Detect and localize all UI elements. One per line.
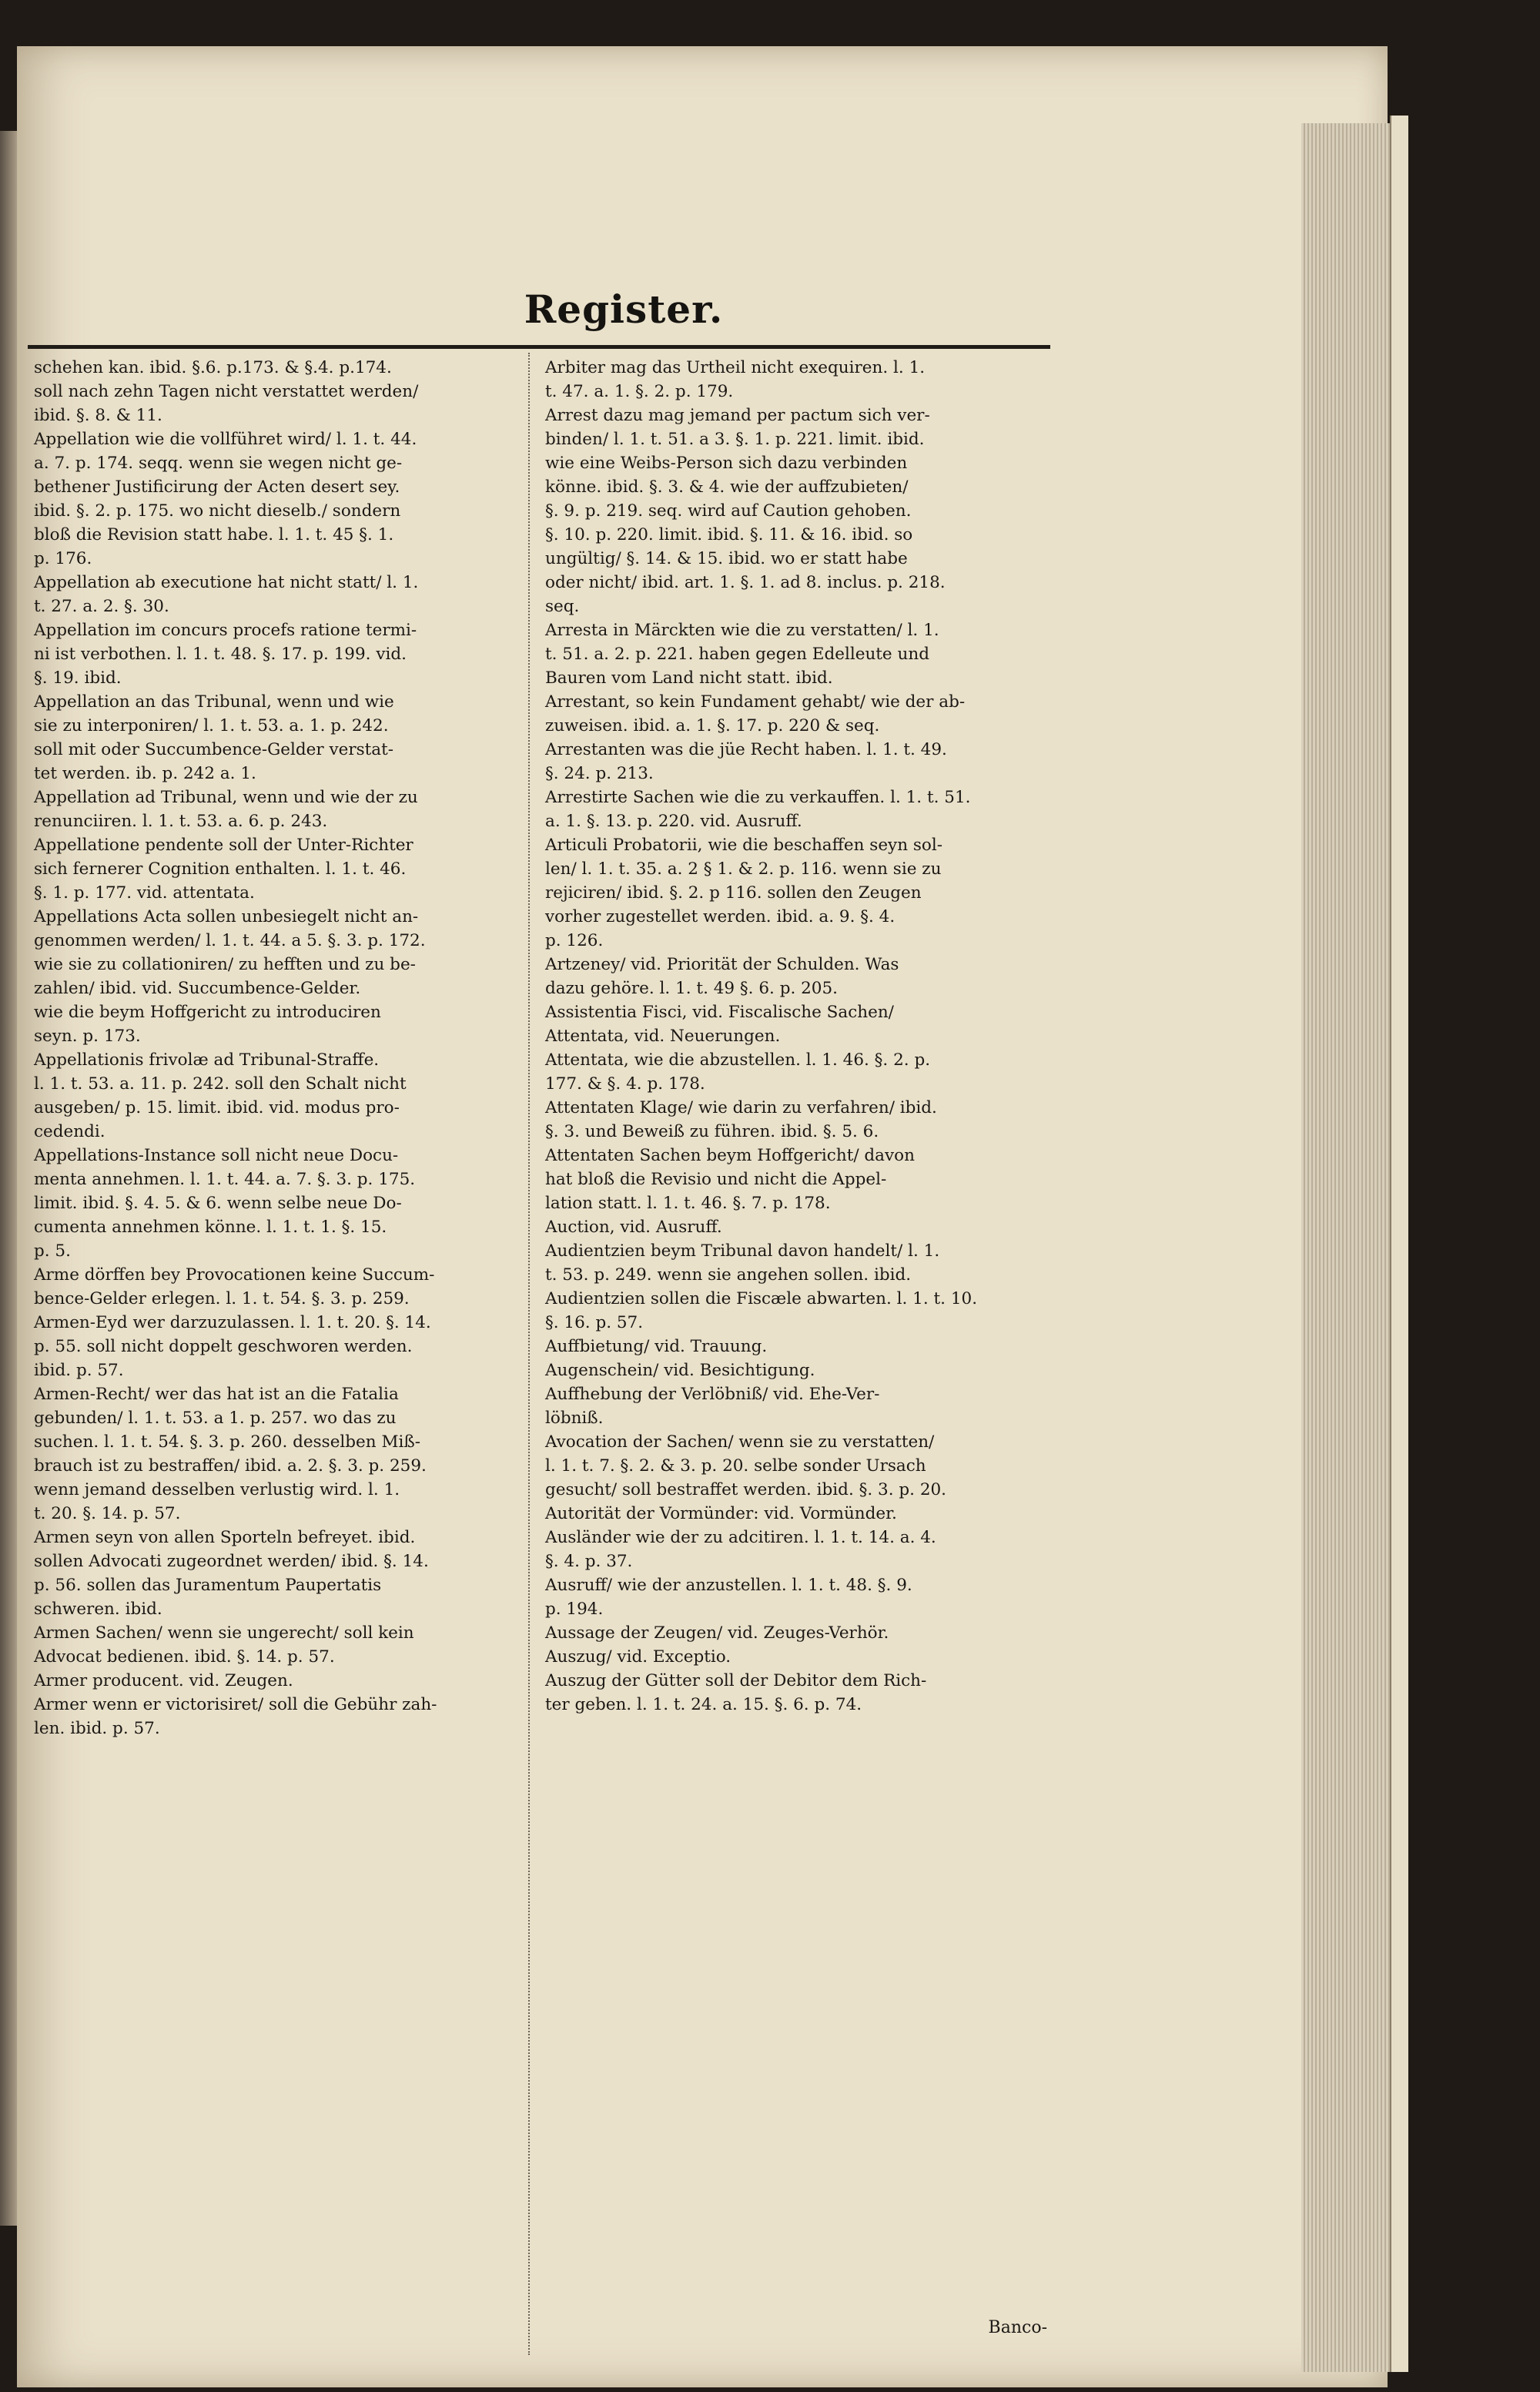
entry-line: Attentaten Sachen beym Hoffgericht/ davon xyxy=(545,1146,915,1165)
entry-line: Arresta in Märckten wie die zu verstatten/ l. 1. xyxy=(545,621,939,640)
entry-line: Audientzien beym Tribunal davon handelt/ l. 1. xyxy=(545,1241,940,1261)
entry-line: löbniß. xyxy=(545,1409,604,1428)
index-entry xyxy=(545,738,1046,786)
entry-line: Auszug der Gütter soll der Debitor dem Rich- xyxy=(545,1671,927,1690)
index-entry xyxy=(545,833,1046,953)
entry-line: Auffhebung der Verlöbniß/ vid. Ehe-Ver- xyxy=(545,1385,880,1404)
index-entry xyxy=(545,1096,1046,1144)
index-entry xyxy=(34,1263,519,1311)
index-entry xyxy=(34,571,519,618)
index-entry xyxy=(545,1502,1046,1526)
entry-line: Armer producent. vid. Zeugen. xyxy=(34,1671,293,1690)
index-entry xyxy=(545,786,1046,833)
entry-line: gesucht/ soll bestraffet werden. ibid. §. 3. p. 20. xyxy=(545,1480,947,1499)
entry-line: Arbiter mag das Urtheil nicht exequiren. l. 1. xyxy=(545,358,926,377)
index-entry xyxy=(545,1358,1046,1382)
index-entry xyxy=(545,1144,1046,1215)
entry-line: Arrestanten was die jüe Recht haben. l. 1. t. 49. xyxy=(545,740,947,759)
entry-line: §. 19. ibid. xyxy=(34,668,122,688)
entry-line: lation statt. l. 1. t. 46. §. 7. p. 178. xyxy=(545,1194,831,1213)
entry-line: bloß die Revision statt habe. l. 1. t. 45 §. 1. xyxy=(34,525,394,544)
left-column xyxy=(34,356,519,1740)
entry-line: dazu gehöre. l. 1. t. 49 §. 6. p. 205. xyxy=(545,979,838,998)
index-entry xyxy=(545,1621,1046,1645)
index-entry xyxy=(545,1382,1046,1430)
entry-line: p. 55. soll nicht doppelt geschworen werden. xyxy=(34,1337,413,1356)
entry-line: Avocation der Sachen/ wenn sie zu verstatten/ xyxy=(545,1432,935,1452)
entry-line: §. 10. p. 220. limit. ibid. §. 11. & 16. ibid. so xyxy=(545,525,913,544)
index-entry xyxy=(34,905,519,1048)
entry-line: renunciiren. l. 1. t. 53. a. 6. p. 243. xyxy=(34,812,328,831)
entry-line: t. 27. a. 2. §. 30. xyxy=(34,597,169,616)
entry-line: Appellation an das Tribunal, wenn und wie xyxy=(34,692,394,712)
entry-line: schweren. ibid. xyxy=(34,1600,162,1619)
entry-line: Appellation wie die vollführet wird/ l. 1. t. 44. xyxy=(34,430,417,449)
index-entry xyxy=(545,1526,1046,1573)
entry-line: genommen werden/ l. 1. t. 44. a 5. §. 3. p. 172. xyxy=(34,931,426,950)
index-entry xyxy=(34,1621,519,1669)
entry-line: Appellations-Instance soll nicht neue Docu- xyxy=(34,1146,399,1165)
index-entry xyxy=(545,1669,1046,1717)
index-entry xyxy=(34,356,519,427)
entry-line: cumenta annehmen könne. l. 1. t. 1. §. 15. xyxy=(34,1218,387,1237)
entry-line: Auffbietung/ vid. Trauung. xyxy=(545,1337,768,1356)
entry-line: t. 47. a. 1. §. 2. p. 179. xyxy=(545,382,734,401)
entry-line: §. 4. p. 37. xyxy=(545,1552,633,1571)
entry-line: p. 194. xyxy=(545,1600,604,1619)
entry-line: Aussage der Zeugen/ vid. Zeuges-Verhör. xyxy=(545,1623,889,1643)
entry-line: sie zu interponiren/ l. 1. t. 53. a. 1. p. 242. xyxy=(34,716,389,735)
entry-line: gebunden/ l. 1. t. 53. a 1. p. 257. wo das zu xyxy=(34,1409,397,1428)
running-head: Register. xyxy=(524,286,724,332)
index-entry xyxy=(545,1239,1046,1287)
entry-line: ibid. §. 8. & 11. xyxy=(34,406,162,425)
entry-line: Arme dörffen bey Provocationen keine Succum- xyxy=(34,1265,435,1285)
entry-line: ibid. p. 57. xyxy=(34,1361,124,1380)
entry-line: cedendi. xyxy=(34,1122,105,1141)
index-entry xyxy=(34,786,519,833)
entry-line: ungültig/ §. 14. & 15. ibid. wo er statt habe xyxy=(545,549,908,568)
entry-line: §. 1. p. 177. vid. attentata. xyxy=(34,883,255,903)
column-divider xyxy=(528,353,530,2355)
index-entry xyxy=(545,953,1046,1000)
entry-line: Armen-Recht/ wer das hat ist an die Fatalia xyxy=(34,1385,399,1404)
index-entry xyxy=(34,1382,519,1526)
entry-line: Armen seyn von allen Sporteln befreyet. ibid. xyxy=(34,1528,416,1547)
entry-line: rejiciren/ ibid. §. 2. p 116. sollen den Zeugen xyxy=(545,883,922,903)
index-entry xyxy=(545,404,1046,618)
index-entry xyxy=(545,1000,1046,1024)
index-entry xyxy=(34,690,519,786)
entry-line: seq. xyxy=(545,597,580,616)
entry-line: t. 20. §. 14. p. 57. xyxy=(34,1504,181,1523)
index-entry xyxy=(34,833,519,905)
entry-line: bethener Justificirung der Acten desert sey. xyxy=(34,477,400,497)
entry-line: Articuli Probatorii, wie die beschaffen seyn sol- xyxy=(545,836,942,855)
entry-line: tet werden. ib. p. 242 a. 1. xyxy=(34,764,256,783)
entry-line: Ausruff/ wie der anzustellen. l. 1. t. 48. §. 9. xyxy=(545,1576,912,1595)
entry-line: Attentaten Klage/ wie darin zu verfahren/ ibid. xyxy=(545,1098,937,1117)
index-entry xyxy=(545,1645,1046,1669)
page-stack-edge xyxy=(1301,123,1394,2372)
entry-line: vorher zugestellet werden. ibid. a. 9. §. 4. xyxy=(545,907,896,926)
entry-line: zuweisen. ibid. a. 1. §. 17. p. 220 & seq. xyxy=(545,716,880,735)
index-entry xyxy=(34,1669,519,1693)
entry-line: ni ist verbothen. l. 1. t. 48. §. 17. p. 199. vid. xyxy=(34,645,407,664)
index-entry xyxy=(34,1693,519,1740)
index-entry xyxy=(545,1430,1046,1502)
entry-line: len/ l. 1. t. 35. a. 2 § 1. & 2. p. 116. wenn sie zu xyxy=(545,859,942,879)
entry-line: t. 51. a. 2. p. 221. haben gegen Edelleute und xyxy=(545,645,929,664)
entry-line: p. 5. xyxy=(34,1241,71,1261)
entry-line: könne. ibid. §. 3. & 4. wie der auffzubieten/ xyxy=(545,477,909,497)
entry-line: Bauren vom Land nicht statt. ibid. xyxy=(545,668,833,688)
entry-line: Armen Sachen/ wenn sie ungerecht/ soll kein xyxy=(34,1623,414,1643)
entry-line: p. 56. sollen das Juramentum Paupertatis xyxy=(34,1576,382,1595)
entry-line: bence-Gelder erlegen. l. 1. t. 54. §. 3. p. 259. xyxy=(34,1289,410,1308)
entry-line: Armen-Eyd wer darzuzulassen. l. 1. t. 20. §. 14. xyxy=(34,1313,431,1332)
entry-line: menta annehmen. l. 1. t. 44. a. 7. §. 3. p. 175. xyxy=(34,1170,416,1189)
catchword: Banco- xyxy=(988,2318,1047,2337)
index-entry xyxy=(34,1526,519,1621)
entry-line: l. 1. t. 53. a. 11. p. 242. soll den Schalt nicht xyxy=(34,1074,407,1094)
entry-line: suchen. l. 1. t. 54. §. 3. p. 260. desselben Miß- xyxy=(34,1432,420,1452)
entry-line: Appellation im concurs procefs ratione termi- xyxy=(34,621,417,640)
entry-line: hat bloß die Revisio und nicht die Appel- xyxy=(545,1170,887,1189)
entry-line: Augenschein/ vid. Besichtigung. xyxy=(545,1361,815,1380)
entry-line: soll nach zehn Tagen nicht verstattet werden/ xyxy=(34,382,419,401)
entry-line: t. 53. p. 249. wenn sie angehen sollen. ibid. xyxy=(545,1265,912,1285)
entry-line: Appellatione pendente soll der Unter-Richter xyxy=(34,836,413,855)
index-entry xyxy=(34,427,519,571)
entry-line: seyn. p. 173. xyxy=(34,1027,141,1046)
entry-line: 177. & §. 4. p. 178. xyxy=(545,1074,705,1094)
entry-line: wie eine Weibs-Person sich dazu verbinden xyxy=(545,454,908,473)
entry-line: Artzeney/ vid. Priorität der Schulden. Was xyxy=(545,955,899,974)
entry-line: l. 1. t. 7. §. 2. & 3. p. 20. selbe sonder Ursach xyxy=(545,1456,926,1476)
entry-line: Assistentia Fisci, vid. Fiscalische Sachen/ xyxy=(545,1003,894,1022)
index-entry xyxy=(545,1048,1046,1096)
entry-line: §. 3. und Beweiß zu führen. ibid. §. 5. 6. xyxy=(545,1122,879,1141)
entry-line: ter geben. l. 1. t. 24. a. 15. §. 6. p. 74. xyxy=(545,1695,862,1714)
entry-line: §. 24. p. 213. xyxy=(545,764,654,783)
entry-line: Appellationis frivolæ ad Tribunal-Straffe. xyxy=(34,1050,380,1070)
entry-line: Armer wenn er victorisiret/ soll die Gebühr zah- xyxy=(34,1695,437,1714)
entry-line: soll mit oder Succumbence-Gelder verstat- xyxy=(34,740,394,759)
entry-line: Attentata, wie die abzustellen. l. 1. 46. §. 2. p. xyxy=(545,1050,931,1070)
entry-line: §. 16. p. 57. xyxy=(545,1313,644,1332)
entry-line: Arrest dazu mag jemand per pactum sich ver- xyxy=(545,406,930,425)
entry-line: Autorität der Vormünder: vid. Vormünder. xyxy=(545,1504,897,1523)
index-entry xyxy=(34,1311,519,1382)
entry-line: len. ibid. p. 57. xyxy=(34,1719,160,1738)
entry-line: Arrestant, so kein Fundament gehabt/ wie der ab- xyxy=(545,692,966,712)
entry-line: Appellation ab executione hat nicht statt/ l. 1. xyxy=(34,573,419,592)
entry-line: wenn jemand desselben verlustig wird. l. 1. xyxy=(34,1480,400,1499)
entry-line: Arrestirte Sachen wie die zu verkauffen. l. 1. t. 51. xyxy=(545,788,971,807)
entry-line: ausgeben/ p. 15. limit. ibid. vid. modus pro- xyxy=(34,1098,400,1117)
entry-line: limit. ibid. §. 4. 5. & 6. wenn selbe neue Do- xyxy=(34,1194,402,1213)
entry-line: Advocat bedienen. ibid. §. 14. p. 57. xyxy=(34,1647,335,1667)
entry-line: p. 176. xyxy=(34,549,92,568)
index-entry xyxy=(545,356,1046,404)
entry-line: §. 9. p. 219. seq. wird auf Caution gehoben. xyxy=(545,501,912,521)
entry-line: a. 7. p. 174. seqq. wenn sie wegen nicht ge- xyxy=(34,454,403,473)
book-cover-edge xyxy=(1390,116,1408,2372)
index-entry xyxy=(34,1144,519,1263)
index-entry xyxy=(34,1048,519,1144)
entry-line: wie sie zu collationiren/ zu hefften und zu be- xyxy=(34,955,416,974)
index-entry xyxy=(545,1573,1046,1621)
index-entry xyxy=(545,1335,1046,1358)
entry-line: Ausländer wie der zu adcitiren. l. 1. t. 14. a. 4. xyxy=(545,1528,936,1547)
index-entry xyxy=(545,1287,1046,1335)
entry-line: oder nicht/ ibid. art. 1. §. 1. ad 8. inclus. p. 218. xyxy=(545,573,946,592)
index-entry xyxy=(545,618,1046,690)
entry-line: Auszug/ vid. Exceptio. xyxy=(545,1647,732,1667)
entry-line: wie die beym Hoffgericht zu introduciren xyxy=(34,1003,381,1022)
entry-line: schehen kan. ibid. §.6. p.173. & §.4. p.174. xyxy=(34,358,392,377)
entry-line: ibid. §. 2. p. 175. wo nicht dieselb./ sondern xyxy=(34,501,401,521)
header-rule xyxy=(28,345,1050,349)
entry-line: Auction, vid. Ausruff. xyxy=(545,1218,722,1237)
entry-line: Attentata, vid. Neuerungen. xyxy=(545,1027,781,1046)
entry-line: Audientzien sollen die Fiscæle abwarten. l. 1. t. 10. xyxy=(545,1289,978,1308)
right-column xyxy=(545,356,1046,1717)
entry-line: binden/ l. 1. t. 51. a 3. §. 1. p. 221. limit. ibid. xyxy=(545,430,925,449)
index-entry xyxy=(545,690,1046,738)
entry-line: zahlen/ ibid. vid. Succumbence-Gelder. xyxy=(34,979,361,998)
entry-line: p. 126. xyxy=(545,931,604,950)
index-entry xyxy=(34,618,519,690)
entry-line: sich fernerer Cognition enthalten. l. 1. t. 46. xyxy=(34,859,407,879)
index-entry xyxy=(545,1215,1046,1239)
entry-line: sollen Advocati zugeordnet werden/ ibid. §. 14. xyxy=(34,1552,429,1571)
entry-line: Appellations Acta sollen unbesiegelt nicht an- xyxy=(34,907,419,926)
entry-line: a. 1. §. 13. p. 220. vid. Ausruff. xyxy=(545,812,802,831)
index-entry xyxy=(545,1024,1046,1048)
previous-page-edge xyxy=(0,131,17,2226)
entry-line: brauch ist zu bestraffen/ ibid. a. 2. §. 3. p. 259. xyxy=(34,1456,427,1476)
entry-line: Appellation ad Tribunal, wenn und wie der zu xyxy=(34,788,418,807)
